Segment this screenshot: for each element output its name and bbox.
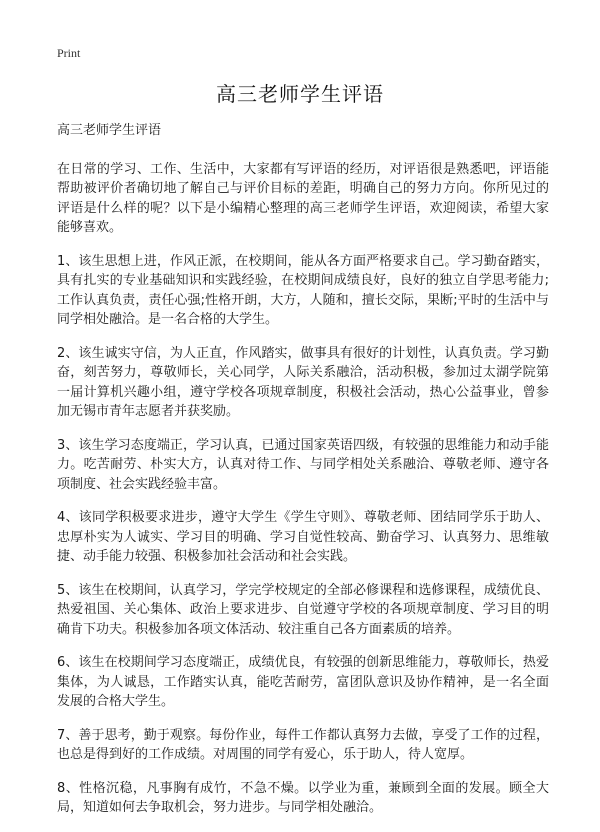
comment-item-7: 7、善于思考，勤于观察。每份作业，每件工作都认真努力去做，享受了工作的过程，也总是得到好的工作成绩。对周围的同学有爱心，乐于助人，待人宽厚。 bbox=[57, 727, 549, 762]
comment-item-2: 2、该生诚实守信，为人正直，作风踏实，做事具有很好的计划性，认真负责。学习勤奋，刻苦努力，尊敬师长，关心同学，人际关系融洽，活动积极，参加过太湖学院第一届计算机兴趣小组，遵守学校各项规章制度，积极社会活动，热心公益事业，曾参加无锡市青年志愿者并获奖励。 bbox=[57, 345, 549, 419]
comment-item-5: 5、该生在校期间，认真学习，学完学校规定的全部必修课程和选修课程，成绩优良、热爱祖国、关心集体、政治上要求进步、自觉遵守学校的各项规章制度、学习目的明确肯下功夫。积极参加各项文体活动、较注重自己各方面素质的培养。 bbox=[57, 582, 549, 637]
comment-item-6: 6、该生在校期间学习态度端正，成绩优良，有较强的创新思维能力，尊敬师长，热爱集体，为人诚恳，工作踏实认真，能吃苦耐劳，富团队意识及协作精神，是一名全面发展的合格大学生。 bbox=[57, 655, 549, 709]
article-body bbox=[57, 121, 549, 832]
page-title: 高三老师学生评语 bbox=[216, 82, 384, 106]
article-subtitle: 高三老师学生评语 bbox=[57, 123, 162, 138]
comment-item-8: 8、性格沉稳，凡事胸有成竹，不急不燥。以学业为重，兼顾到全面的发展。顾全大局，知道如何去争取机会，努力进步。与同学相处融洽。 bbox=[57, 780, 549, 815]
comment-item-3: 3、该生学习态度端正，学习认真，已通过国家英语四级，有较强的思维能力和动手能力。吃苦耐劳、朴实大方，认真对待工作、与同学相处关系融洽、尊敬老师、遵守各项制度、社会实践经验丰富。 bbox=[57, 437, 549, 492]
print-link[interactable]: Print bbox=[57, 46, 81, 60]
comment-item-1: 1、该生思想上进，作风正派，在校期间，能从各方面严格要求自己。学习勤奋踏实，具有扎实的专业基础知识和实践经验，在校期间成绩良好，良好的独立自学思考能力;工作认真负责，责任心强;性格开朗，大方，人随和，擅长交际，果断;平时的生活中与同学相处融洽。是一名合格的大学生。 bbox=[57, 253, 549, 327]
intro-paragraph: 在日常的学习、工作、生活中，大家都有写评语的经历，对评语很是熟悉吧，评语能帮助被评价者确切地了解自己与评价目标的差距，明确自己的努力方向。你所见过的评语是什么样的呢？以下是小编精心整理的高三老师学生评语，欢迎阅读，希望大家能够喜欢。 bbox=[57, 161, 549, 235]
comment-item-4: 4、该同学积极要求进步，遵守大学生《学生守则》、尊敬老师、团结同学乐于助人、忠厚朴实为人诚实、学习目的明确、学习自觉性较高、勤奋学习、认真努力、思维敏捷、动手能力较强、积极参加社会活动和社会实践。 bbox=[57, 510, 549, 564]
